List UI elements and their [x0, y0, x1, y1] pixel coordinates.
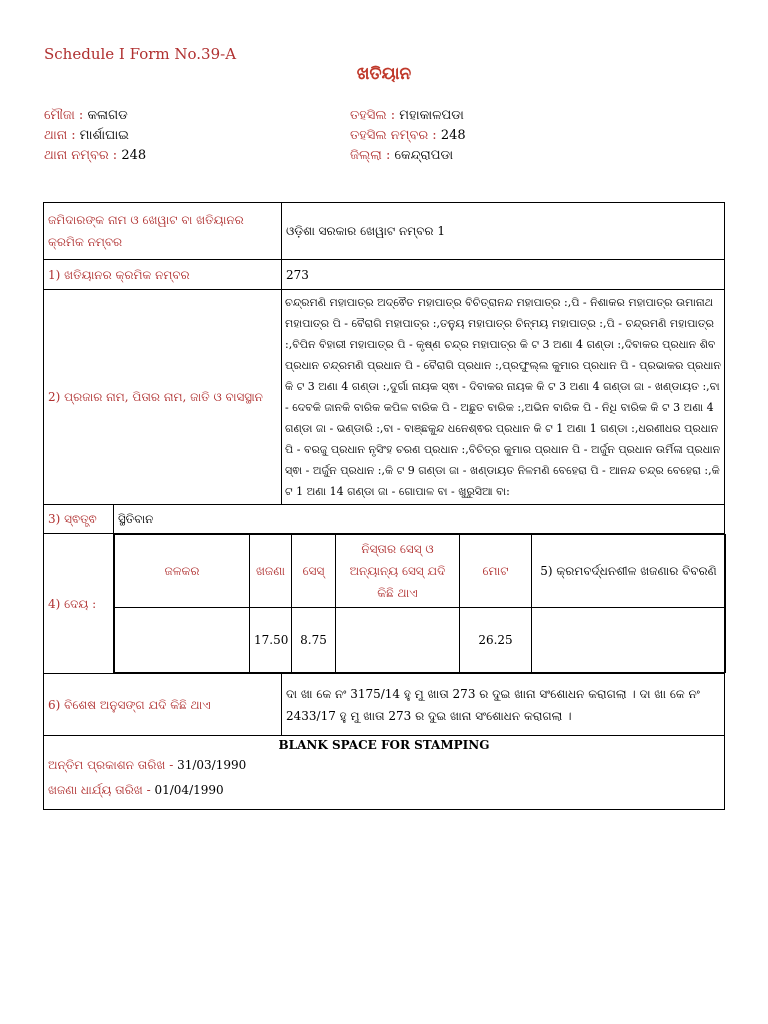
mouza-value: କଳାଗଡ: [87, 108, 128, 123]
table-row: [44, 260, 725, 290]
table-row: [44, 674, 725, 736]
dues-header-row: [115, 535, 726, 608]
dues-cell: [114, 534, 725, 674]
thana-number-value: 248: [121, 148, 147, 163]
form-number: Schedule I Form No.39-A: [44, 45, 237, 63]
thana-value: ମାର୍ଶାଘାଇ: [79, 128, 129, 143]
progressive-rent-value: [532, 608, 726, 673]
tahasil-number-value: 248: [440, 128, 466, 143]
page-title: ଖତିୟାନ: [356, 64, 412, 84]
khajana-header: ଖଜଣା: [250, 535, 292, 608]
rights-value: ସ୍ଥିତିବାନ: [114, 505, 725, 534]
khatiyan-serial-label: 1) ଖତିୟାନର କ୍ରମିକ ନମ୍ବର: [44, 260, 282, 290]
special-note-value: ଦା ଖା କେ ନଂ 3175/14 ହୁ ମୁ ଖାତା 273 ର ଦୁଇ ଖାନା ସଂଶୋଧନ କରାଗଲା । ଦା ଖା କେ ନଂ 2433/17 ହୁ ମୁ ଖାତା 273 ର ଦୁଇ ଖାନା ସଂଶୋଧନ କରାଗଲା ।: [282, 674, 725, 736]
tenant-details-label: 2) ପ୍ରଜାର ନାମ, ପିତାର ନାମ, ଜାତି ଓ ବାସସ୍ଥାନ: [44, 290, 282, 505]
rent-fixation-label: ଖଜଣା ଧାର୍ଯ୍ୟ ତାରିଖ -: [48, 783, 151, 797]
landlord-value: ଓଡ଼ିଶା ସରକାର ଖେୱାଟ ନମ୍ବର 1: [282, 203, 725, 260]
mouza-line: [44, 108, 128, 123]
table-row: [44, 736, 725, 810]
table-row: [44, 534, 725, 674]
final-publication-label: ଅନ୍ତିମ ପ୍ରକାଶନ ତାରିଖ -: [48, 758, 174, 772]
tahasil-number-label: ତହସିଲ ନମ୍ବର :: [350, 128, 437, 143]
special-note-label: 6) ବିଶେଷ ଅନୁସଙ୍ଗ ଯଦି କିଛି ଥାଏ: [44, 674, 282, 736]
tahasil-value: ମହାକାଳପଡା: [399, 108, 464, 123]
nistar-cess-header: ନିସ୍ତାର ସେସ୍ ଓ ଅନ୍ୟାନ୍ୟ ସେସ୍ ଯଦି କିଛି ଥାଏ: [336, 535, 460, 608]
final-publication-line: [48, 755, 720, 775]
district-line: [350, 148, 453, 163]
stamping-heading: BLANK SPACE FOR STAMPING: [278, 738, 490, 752]
tahasil-line: [350, 108, 464, 123]
thana-number-label: ଥାନା ନମ୍ବର :: [44, 148, 118, 163]
jalkar-value: [115, 608, 250, 673]
khajana-value: 17.50: [250, 608, 292, 673]
final-publication-date: 31/03/1990: [177, 758, 247, 772]
mouza-label: ମୌଜା :: [44, 108, 84, 123]
thana-line: [44, 128, 129, 143]
jalkar-header: ଜଳକର: [115, 535, 250, 608]
tahasil-label: ତହସିଲ :: [350, 108, 396, 123]
total-value: 26.25: [460, 608, 532, 673]
dues-label: 4) ଦେୟ :: [44, 534, 114, 674]
khatiyan-table: [43, 202, 725, 810]
district-value: କେନ୍ଦ୍ରାପଡା: [394, 148, 454, 163]
stamping-area: [44, 736, 725, 810]
tahasil-number-line: [350, 128, 466, 143]
table-row: [44, 290, 725, 505]
district-label: ଜିଲ୍ଲା :: [350, 148, 391, 163]
rent-fixation-line: [48, 780, 720, 800]
cess-value: 8.75: [292, 608, 336, 673]
thana-label: ଥାନା :: [44, 128, 76, 143]
table-row: [44, 505, 725, 534]
table-row: [44, 203, 725, 260]
cess-header: ସେସ୍: [292, 535, 336, 608]
dues-table: [114, 534, 726, 673]
khatiyan-serial-value: 273: [282, 260, 725, 290]
tenant-details-value: ଚନ୍ଦ୍ରମଣି ମହାପାତ୍ର ଅଦ୍ଵୈତ ମହାପାତ୍ର ବିଚିତ୍ରାନନ୍ଦ ମହାପାତ୍ର :,ପି - ନିଶାକର ମହାପାତ୍ର ଉମାନାଥ ମହାପାତ୍ର ପି - ବୈରାଗି ମହାପାତ୍ର :,ତନୁୟ ମହାପାତ୍ର ଚିନ୍ମୟ ମହାପାତ୍ର :,ପି - ଚନ୍ଦ୍ରମଣି ମହାପାତ୍ର :,ବିପିନ ବିହାରୀ ମହାପାତ୍ର ପି - କୃଷ୍ଣ ଚନ୍ଦ୍ର ମହାପାତ୍ର କି ଟ 3 ଅଣା 4 ଗଣ୍ଡା :,ଦିବାକର ପ୍ରଧାନ ଶିବ ପ୍ରଧାନ ଚନ୍ଦ୍ରମଣି ପ୍ରଧାନ ପି - ବୈରାଗି ପ୍ରଧାନ :,ପ୍ରଫୁଲ୍ଲ କୁମାର ପ୍ରଧାନ ପି - ପ୍ରଭାକର ପ୍ରଧାନ କି ଟ 3 ଅଣା 4 ଗଣ୍ଡା :,ଦୁର୍ଗା ନାୟକ ସ୍ଵା - ଦିବାକର ନାୟକ କି ଟ 3 ଅଣା 4 ଗଣ୍ଡା ଜା - ଖଣ୍ଡାୟତ :,ବା - ଦେବକି ଜାନକି ବାରିକ କପିଳ ବାରିକ ପି - ଅଛୁତ ବାରିକ :,ଅଭିନ ବାରିକ ପି - ନିଧି ବାରିକ କି ଟ 3 ଅଣା 4 ଗଣ୍ଡା ଜା - ଭଣ୍ଡାରି :,ବା - ବାଞ୍ଛକୁନ୍ଦ ଧନେଶ୍ଵର ପ୍ରଧାନ କି ଟ 1 ଅଣା 1 ଗଣ୍ଡା :,ଧରଣୀଧର ପ୍ରଧାନ ପି - ବରଜୁ ପ୍ରଧାନ ନୃସିଂହ ଚରଣ ପ୍ରଧାନ :,ବିଚିତ୍ର କୁମାର ପ୍ରଧାନ ପି - ଅର୍ଜୁନ ପ୍ରଧାନ ଉର୍ମିଳା ପ୍ରଧାନ ସ୍ଵା - ଅର୍ଜୁନ ପ୍ରଧାନ :,କି ଟ 9 ଗଣ୍ଡା ଜା - ଖଣ୍ଡାୟତ ନିଳମଣି ବେହେରା ପି - ଆନନ୍ଦ ଚନ୍ଦ୍ର ବେହେରା :,କି ଟ 1 ଅଣା 14 ଗଣ୍ଡା ଜା - ଗୋପାଳ ବା - ଖୁରୁସିଆ ବା:: [282, 290, 725, 505]
progressive-rent-header: 5) କ୍ରମବର୍ଦ୍ଧନଶୀଳ ଖଜଣାର ବିବରଣି: [532, 535, 726, 608]
rent-fixation-date: 01/04/1990: [154, 783, 224, 797]
thana-number-line: [44, 148, 146, 163]
landlord-label: ଜମିଦାରଙ୍କ ନାମ ଓ ଖେୱାଟ ବା ଖତିୟାନର କ୍ରମିକ ନମ୍ବର: [44, 203, 282, 260]
nistar-cess-value: [336, 608, 460, 673]
dues-value-row: [115, 608, 726, 673]
total-header: ମୋଟ: [460, 535, 532, 608]
rights-label: 3) ସ୍ଵତ୍ତ୍ଵ: [44, 505, 114, 534]
